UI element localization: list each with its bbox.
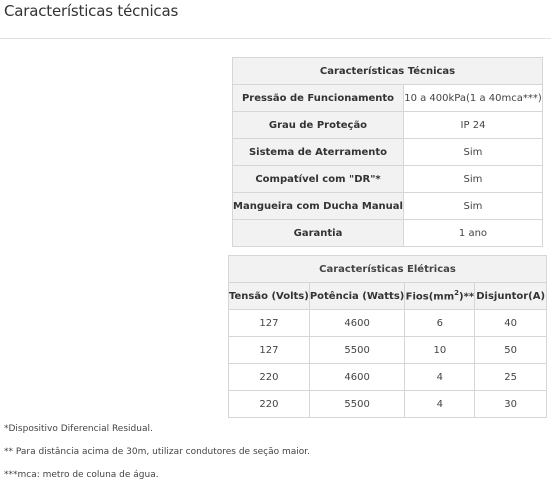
spec-value: 10 a 400kPa(1 a 40mca***) xyxy=(403,85,542,112)
voltage-cell: 127 xyxy=(229,310,310,337)
table-row xyxy=(229,391,547,418)
technical-specs-caption: Características Técnicas xyxy=(233,58,543,85)
table-row xyxy=(229,310,547,337)
breaker-cell: 25 xyxy=(475,364,547,391)
table-caption-row xyxy=(233,58,543,85)
column-header-voltage: Tensão (Volts) xyxy=(229,283,310,310)
wires-cell: 4 xyxy=(405,391,475,418)
voltage-cell: 220 xyxy=(229,364,310,391)
power-cell: 4600 xyxy=(309,310,405,337)
title-divider xyxy=(0,38,551,39)
spec-label: Pressão de Funcionamento xyxy=(233,85,404,112)
column-header-power: Potência (Watts) xyxy=(309,283,405,310)
voltage-cell: 220 xyxy=(229,391,310,418)
wires-header-superscript: 2 xyxy=(454,289,460,298)
spec-label: Mangueira com Ducha Manual xyxy=(233,193,404,220)
breaker-cell: 40 xyxy=(475,310,547,337)
footnote-mca: ***mca: metro de coluna de água. xyxy=(4,470,159,480)
breaker-cell: 30 xyxy=(475,391,547,418)
wires-header-prefix: Fios(mm xyxy=(405,291,455,303)
table-row xyxy=(229,364,547,391)
footnote-dr: *Dispositivo Diferencial Residual. xyxy=(4,424,153,434)
spec-value: Sim xyxy=(403,166,542,193)
table-row xyxy=(229,337,547,364)
electrical-specs-table xyxy=(228,255,547,418)
spec-value: Sim xyxy=(403,139,542,166)
column-header-breaker: Disjuntor(A) xyxy=(475,283,547,310)
table-row xyxy=(233,220,543,247)
breaker-cell: 50 xyxy=(475,337,547,364)
spec-label: Grau de Proteção xyxy=(233,112,404,139)
column-header-wires xyxy=(405,283,475,310)
spec-label: Sistema de Aterramento xyxy=(233,139,404,166)
page-title: Características técnicas xyxy=(4,2,179,20)
table-row xyxy=(233,85,543,112)
power-cell: 4600 xyxy=(309,364,405,391)
table-row xyxy=(233,166,543,193)
table-row xyxy=(233,139,543,166)
spec-value: 1 ano xyxy=(403,220,542,247)
wires-header-suffix: )** xyxy=(459,291,475,303)
voltage-cell: 127 xyxy=(229,337,310,364)
wires-cell: 6 xyxy=(405,310,475,337)
table-caption-row xyxy=(229,256,547,283)
wires-cell: 10 xyxy=(405,337,475,364)
table-row xyxy=(233,112,543,139)
wires-cell: 4 xyxy=(405,364,475,391)
spec-value: Sim xyxy=(403,193,542,220)
spec-label: Garantia xyxy=(233,220,404,247)
spec-value: IP 24 xyxy=(403,112,542,139)
power-cell: 5500 xyxy=(309,337,405,364)
table-header-row xyxy=(229,283,547,310)
technical-specs-table xyxy=(232,57,543,247)
footnote-wire-distance: ** Para distância acima de 30m, utilizar condutores de seção maior. xyxy=(4,447,311,457)
power-cell: 5500 xyxy=(309,391,405,418)
table-row xyxy=(233,193,543,220)
spec-label: Compatível com "DR"* xyxy=(233,166,404,193)
electrical-specs-caption: Características Elétricas xyxy=(229,256,547,283)
